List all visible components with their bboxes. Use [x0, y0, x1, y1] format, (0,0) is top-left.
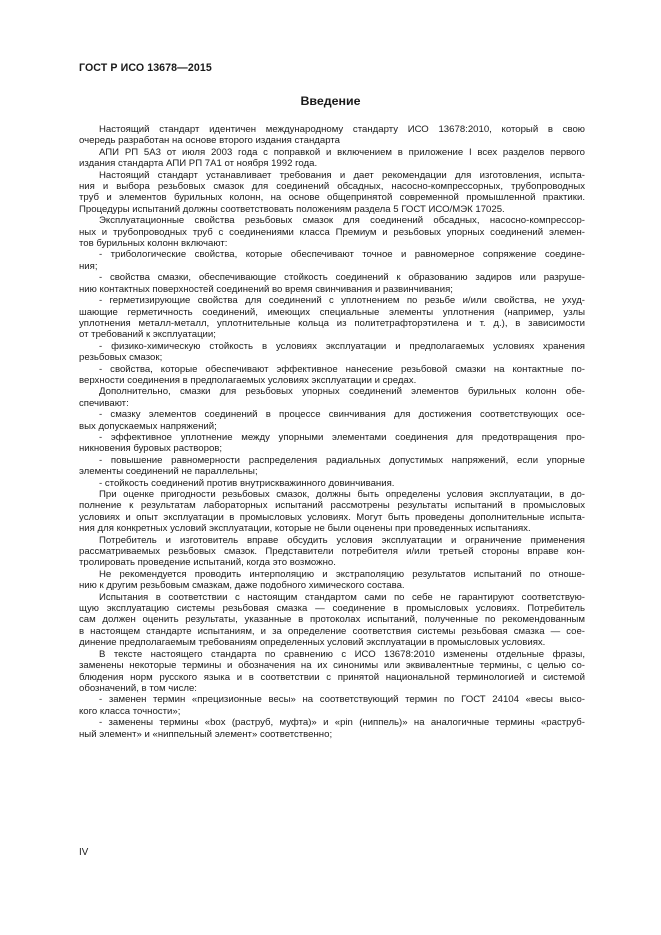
text-line: ния и выбора резьбовых смазок для соединений обсадных, насосно-компрессорных, трубопроводных [79, 181, 585, 193]
text-line: обозначений, в том числе: [79, 682, 197, 694]
paragraph-first-line: - герметизирующие свойства для соединений с уплотнением по резьбе и/или свойства, не ухуд- [99, 295, 585, 307]
paragraph-first-line: - свойства смазки, обеспечивающие стойкость соединений к образованию задиров или разруше- [99, 272, 585, 284]
text-line: заменены некоторые термины и обозначения на их синонимы или эквивалентные термины, с целью со- [79, 660, 585, 672]
paragraph-first-line: При оценке пригодности резьбовых смазок, должны быть определены условия эксплуатации, в до- [99, 489, 585, 500]
body-text [79, 124, 585, 740]
paragraph-first-line: - физико-химическую стойкость в условиях эксплуатации и предполагаемых условиях хранения [99, 340, 585, 352]
paragraph-first-line: Эксплуатационные свойства резьбовых смазок для соединений обсадных, насосно-компрессор- [99, 215, 585, 227]
paragraph-first-line: - заменены термины «box (раструб, муфта)» и «pin (ниппель)» на аналогичные термины «раструб- [99, 717, 585, 729]
text-line: никновения буровых растворов; [79, 443, 223, 455]
paragraph-first-line: Настоящий стандарт устанавливает требования и дает рекомендации для изготовления, испыта- [99, 169, 585, 181]
text-line: полнение к результатам лабораторных испытаний рассмотрены результаты испытаний в промысловых [79, 500, 585, 512]
text-line: в настоящем стандарте испытаниям, и за определение соответствия системы резьбовая смазка — сое- [79, 625, 585, 637]
paragraph-first-line: - смазку элементов соединений в процессе свинчивания для достижения соответствующих осе- [99, 409, 585, 421]
text-line: от требований к эксплуатации; [79, 329, 216, 341]
text-line: ния для конкретных условий эксплуатации, которые не были оценены при проведенных испытаниях. [79, 523, 531, 535]
text-line: тов бурильных колонн включают: [79, 238, 228, 250]
text-line: нию к другим резьбовым смазкам, даже подобного химического состава. [79, 580, 405, 592]
text-line: вых допускаемых напряжений; [79, 420, 217, 432]
text-line: тролировать проведение испытаний, когда это возможно. [79, 557, 336, 569]
text-line: очередь разработан на основе второго издания стандарта [79, 135, 340, 147]
text-line: кого класса точности»; [79, 705, 181, 717]
text-line: уплотнения металл-металл, уплотнительные кольца из политетрафторэтилена и т. д.), в зависимости [79, 317, 585, 329]
paragraph-first-line: В тексте настоящего стандарта по сравнению с ИСО 13678:2010 изменены отдельные фразы, [99, 648, 585, 660]
paragraph-first-line: - заменен термин «прецизионные весы» на соответствующий термин по ГОСТ 24104 «весы высо- [99, 694, 585, 706]
paragraph-first-line: - свойства, которые обеспечивают эффективное нанесение резьбовой смазки на контактные по- [99, 363, 585, 375]
text-line: щую эксплуатацию системы резьбовая смазка — соединение в промысловых условиях. Потребитель [79, 603, 585, 615]
paragraph-first-line: - эффективное уплотнение между упорными элементами соединения для предотвращения про- [99, 431, 585, 443]
text-line: Процедуры испытаний должны соответствовать положениям раздела 5 ГОСТ ИСО/МЭК 17025. [79, 203, 505, 215]
document-header: ГОСТ Р ИСО 13678—2015 [79, 62, 212, 74]
paragraph-first-line: Настоящий стандарт идентичен международному стандарту ИСО 13678:2010, который в свою [99, 124, 585, 135]
paragraph-first-line: Потребитель и изготовитель вправе обсудить условия эксплуатации и ограничение применения [99, 534, 585, 546]
text-line: нию контактных поверхностей соединений во время свинчивания и развинчивания; [79, 283, 453, 295]
text-line: резьбовых смазок; [79, 352, 163, 364]
paragraph-first-line: - трибологические свойства, которые обеспечивают точное и равномерное сопряжение соедине- [99, 249, 585, 261]
text-line: спечивают: [79, 397, 129, 409]
paragraph-first-line: Испытания в соответствии с настоящим стандартом сами по себе не гарантируют соответствую- [99, 591, 585, 603]
paragraph-first-line: Дополнительно, смазки для резьбовых упорных соединений элементов бурильных колонн обе- [99, 386, 585, 398]
text-line: ный элемент» и «ниппельный элемент» соответственно; [79, 728, 333, 740]
section-title: Введение [300, 94, 361, 108]
paragraph-first-line: - стойкость соединений против внутрискважинного довинчивания. [99, 477, 395, 489]
text-line: сам должен оценить результаты, указанные в протоколах испытаний, полученные по рекомендованным [79, 614, 585, 626]
text-line: условиях и опыт эксплуатации в промысловых условиях. Могут быть проведены дополнительные испыта- [79, 511, 585, 523]
text-line: труб и элементов бурильных колонн, на основе общепринятой современной промышленной практики. [79, 192, 585, 204]
text-line: динение предполагаемым требованиям определенных условий эксплуатации в промысловых условиях. [79, 637, 546, 649]
text-line: верхности соединения в предполагаемых условиях эксплуатации и средах. [79, 374, 417, 386]
text-line: блюдения норм русского языка и в соответствии с принятой национальной терминологией и системой [79, 671, 585, 683]
paragraph-first-line: - повышение равномерности распределения радиальных допустимых напряжений, если упорные [99, 454, 585, 466]
text-line: рассматриваемых резьбовых смазок. Представители потребителя и/или третьей стороны вправе кон- [79, 546, 585, 558]
text-line: издания стандарта АПИ РП 7А1 от ноября 1992 года. [79, 158, 318, 170]
text-line: ния; [79, 260, 98, 272]
page-number: IV [79, 847, 89, 858]
text-line: элементы соединений не параллельны; [79, 466, 258, 478]
text-line: шающие герметичность соединений, имеющих специальные элементы уплотнения (например, узлы [79, 306, 585, 318]
paragraph-first-line: АПИ РП 5А3 от июля 2003 года с поправкой и включением в приложение I всех разделов первого [99, 146, 585, 158]
paragraph-first-line: Не рекомендуется проводить интерполяцию и экстраполяцию результатов испытаний по отноше- [99, 568, 585, 580]
text-line: ных и трубопроводных труб с соединениями класса Премиум и резьбовых упорных соединений элемен- [79, 226, 585, 238]
